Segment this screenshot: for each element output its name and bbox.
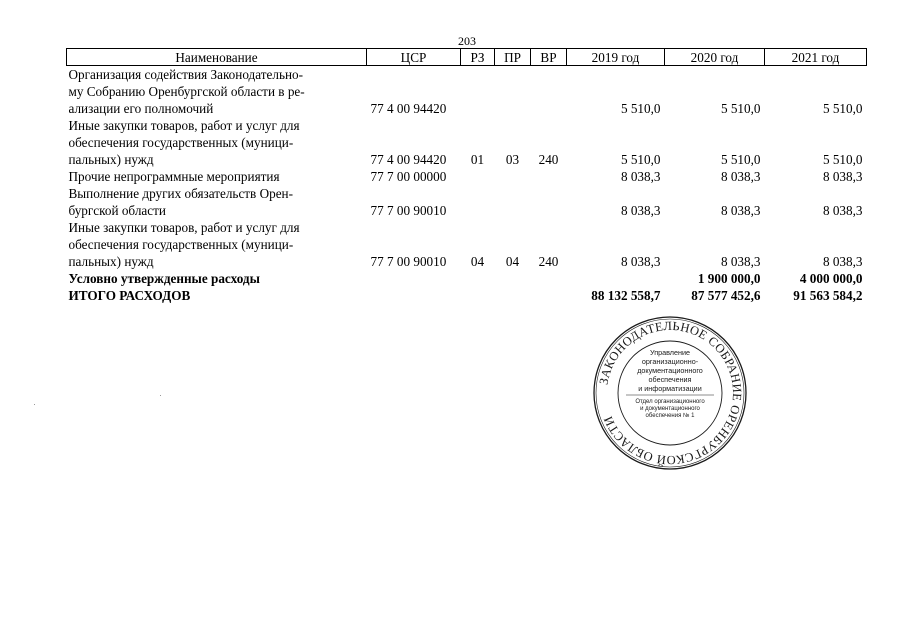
row-name-line: Организация содействия Законодательно- — [68, 67, 304, 82]
row-csr — [367, 134, 461, 151]
row-rz — [461, 83, 495, 100]
row-2020: 8 038,3 — [720, 254, 761, 269]
row-2019 — [567, 236, 665, 253]
row-2019 — [567, 219, 665, 236]
row-rz: 01 — [470, 152, 485, 167]
stamp-line: организационно- — [641, 357, 699, 366]
row-2019: 5 510,0 — [620, 152, 661, 167]
stamp-line: Отдел организационного — [635, 399, 705, 405]
row-pr — [495, 185, 531, 202]
row-name-line: пальных) нужд — [68, 152, 154, 167]
row-csr: 77 4 00 94420 — [370, 101, 447, 116]
table-row — [67, 236, 867, 253]
row-name-line: ализации его полномочий — [68, 101, 214, 116]
row-2021 — [765, 236, 867, 253]
header-pr: ПР — [495, 49, 531, 66]
scan-speck — [34, 404, 35, 405]
row-rz — [461, 202, 495, 219]
table-row — [67, 253, 867, 270]
table-header-row — [67, 49, 867, 66]
row-csr — [367, 83, 461, 100]
row-name-line: обеспечения государственных (муници- — [68, 135, 294, 150]
row-name-line: Иные закупки товаров, работ и услуг для — [68, 118, 300, 133]
table-row — [67, 185, 867, 202]
row-vr — [531, 185, 567, 202]
stamp-line: Управление — [650, 348, 690, 357]
table-row — [67, 66, 867, 84]
row-pr: 03 — [505, 152, 520, 167]
row-2021 — [765, 185, 867, 202]
stamp-line: обеспечения № 1 — [645, 413, 695, 419]
row-2020: 8 038,3 — [720, 203, 761, 218]
row-name-line: му Собранию Оренбургской области в ре- — [68, 84, 305, 99]
row-csr — [367, 117, 461, 134]
stamp-department-text — [622, 348, 718, 393]
row-vr — [531, 100, 567, 117]
row-2021 — [765, 134, 867, 151]
row-pr — [495, 83, 531, 100]
row-name-line: пальных) нужд — [68, 254, 154, 269]
header-csr: ЦСР — [367, 49, 461, 66]
scan-speck — [160, 395, 161, 396]
row-2020 — [665, 185, 765, 202]
stamp-line: документационного — [637, 366, 703, 375]
table-row — [67, 202, 867, 219]
row-rz — [461, 219, 495, 236]
row-vr — [531, 83, 567, 100]
row-name-line: Иные закупки товаров, работ и услуг для — [68, 220, 300, 235]
table-body — [67, 66, 867, 305]
row-pr: 04 — [505, 254, 520, 269]
row-csr — [367, 236, 461, 253]
stamp-division-text — [622, 399, 718, 420]
header-vr: ВР — [531, 49, 567, 66]
total-2021: 91 563 584,2 — [793, 288, 863, 303]
header-2019: 2019 год — [567, 49, 665, 66]
row-2019 — [567, 66, 665, 84]
row-rz — [461, 236, 495, 253]
row-vr — [531, 117, 567, 134]
row-vr — [531, 168, 567, 185]
row-pr — [495, 134, 531, 151]
row-rz — [461, 66, 495, 84]
row-rz: 04 — [470, 254, 485, 269]
row-pr — [495, 219, 531, 236]
row-2019: 5 510,0 — [620, 101, 661, 116]
table-row — [67, 134, 867, 151]
row-2019: 8 038,3 — [620, 203, 661, 218]
row-pr — [495, 202, 531, 219]
stamp-ring-text: ЗАКОНОДАТЕЛЬНОЕ СОБРАНИЕ ОРЕНБУРГСКОЙ ОБЛАСТИ — [596, 318, 745, 468]
row-csr — [367, 219, 461, 236]
row-csr: 77 7 00 90010 — [370, 254, 447, 269]
row-2019 — [567, 134, 665, 151]
row-2019: 8 038,3 — [620, 169, 661, 184]
stamp-line: и информатизации — [638, 384, 702, 393]
row-2020: 5 510,0 — [720, 152, 761, 167]
total-2019: 88 132 558,7 — [591, 288, 661, 303]
row-2020: 8 038,3 — [720, 169, 761, 184]
row-2021 — [765, 66, 867, 84]
page-number: 203 — [458, 34, 476, 48]
stamp-seal-graphic — [592, 315, 748, 471]
row-2019 — [567, 185, 665, 202]
row-vr — [531, 236, 567, 253]
total-2020: 87 577 452,6 — [691, 288, 761, 303]
row-2021: 8 038,3 — [822, 254, 863, 269]
header-2020: 2020 год — [665, 49, 765, 66]
conditional-2020: 1 900 000,0 — [697, 271, 761, 286]
row-rz — [461, 134, 495, 151]
total-expenses-row — [67, 287, 867, 304]
row-vr: 240 — [538, 254, 559, 269]
row-2021: 5 510,0 — [822, 101, 863, 116]
row-vr — [531, 134, 567, 151]
row-csr — [367, 185, 461, 202]
conditional-2019 — [567, 270, 665, 287]
row-2019 — [567, 117, 665, 134]
row-rz — [461, 117, 495, 134]
row-csr: 77 7 00 00000 — [370, 169, 447, 184]
row-pr — [495, 100, 531, 117]
row-2021: 8 038,3 — [822, 169, 863, 184]
row-vr — [531, 66, 567, 84]
row-pr — [495, 66, 531, 84]
row-name-line: обеспечения государственных (муници- — [68, 237, 294, 252]
row-2020 — [665, 83, 765, 100]
table-row — [67, 83, 867, 100]
row-pr — [495, 168, 531, 185]
row-pr — [495, 236, 531, 253]
row-2021 — [765, 219, 867, 236]
row-vr: 240 — [538, 152, 559, 167]
row-name-line: Прочие непрограммные мероприятия — [68, 169, 280, 184]
row-2020 — [665, 66, 765, 84]
header-rz: РЗ — [461, 49, 495, 66]
table-row — [67, 117, 867, 134]
table-row — [67, 219, 867, 236]
table-row — [67, 100, 867, 117]
stamp-line: обеспечения — [648, 375, 692, 384]
row-2020 — [665, 134, 765, 151]
row-2021: 5 510,0 — [822, 152, 863, 167]
row-csr — [367, 66, 461, 84]
row-rz — [461, 168, 495, 185]
row-name-line: бургской области — [68, 203, 166, 218]
table-row — [67, 168, 867, 185]
row-2021 — [765, 83, 867, 100]
row-pr — [495, 117, 531, 134]
row-2021: 8 038,3 — [822, 203, 863, 218]
row-vr — [531, 202, 567, 219]
row-2021 — [765, 117, 867, 134]
row-csr: 77 7 00 90010 — [370, 203, 447, 218]
budget-table — [66, 48, 867, 304]
row-2019: 8 038,3 — [620, 254, 661, 269]
conditional-2021: 4 000 000,0 — [799, 271, 863, 286]
row-name-line: Выполнение других обязательств Орен- — [68, 186, 294, 201]
official-stamp — [592, 315, 748, 471]
row-2020: 5 510,0 — [720, 101, 761, 116]
row-2020 — [665, 219, 765, 236]
row-rz — [461, 100, 495, 117]
conditional-expenses-label: Условно утвержденные расходы — [68, 271, 260, 286]
header-name: Наименование — [67, 49, 367, 66]
total-expenses-label: ИТОГО РАСХОДОВ — [68, 288, 191, 303]
row-2020 — [665, 117, 765, 134]
row-vr — [531, 219, 567, 236]
conditional-expenses-row — [67, 270, 867, 287]
row-2020 — [665, 236, 765, 253]
table-row — [67, 151, 867, 168]
header-2021: 2021 год — [765, 49, 867, 66]
row-rz — [461, 185, 495, 202]
row-csr: 77 4 00 94420 — [370, 152, 447, 167]
row-2019 — [567, 83, 665, 100]
stamp-line: и документационного — [640, 406, 700, 412]
